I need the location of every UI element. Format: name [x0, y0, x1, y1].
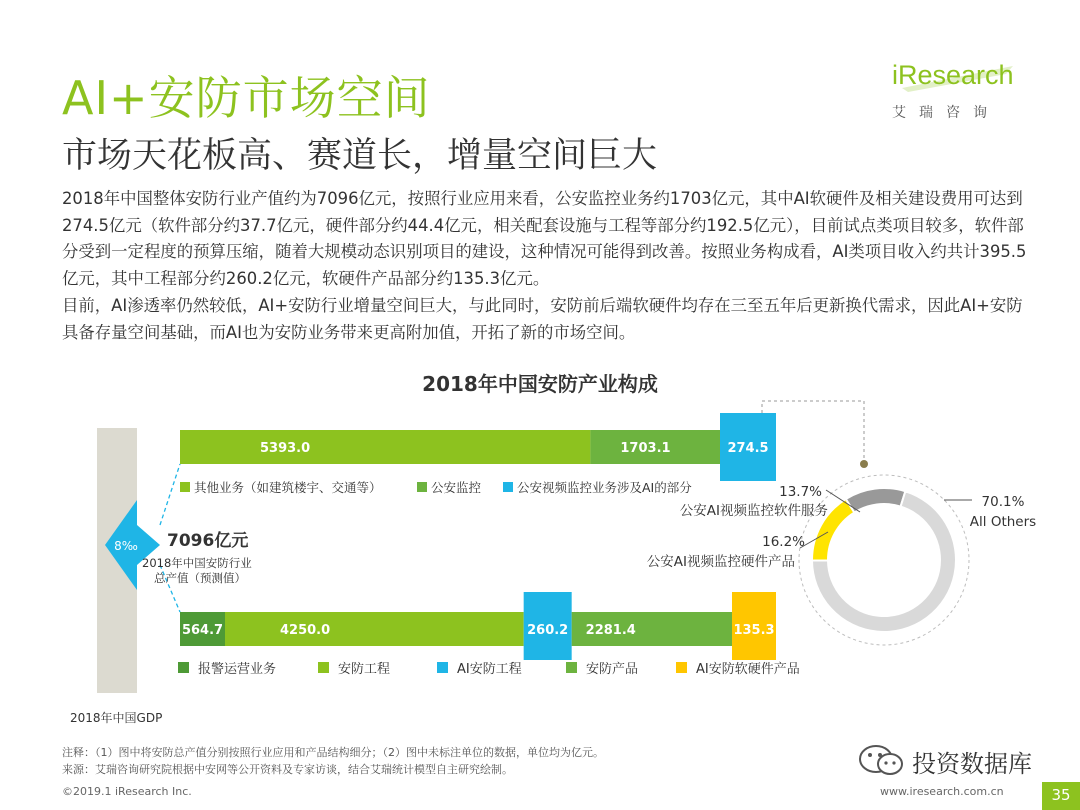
- legend-label-1: 安防工程: [338, 662, 391, 677]
- bar-segment-5393: [180, 430, 590, 464]
- wechat-icon: [856, 742, 906, 778]
- site-url[interactable]: www.iresearch.com.cn: [880, 785, 1004, 798]
- total-value: 7096亿元: [167, 531, 249, 551]
- data-label-274-5: 274.5: [727, 441, 769, 456]
- body-paragraph-1: 2018年中国整体安防行业产值约为7096亿元，按照行业应用来看，公安监控业务约1703亿元，其中AI软硬件及相关建设费用可达到274.5亿元（软件部分约37.7亿元，硬件部分约44.4亿元，相关配套设施与工程等部分约192.5亿元），目前试点类项目较多，软件部分受到一定程度的预算压缩，随着大规模动态识别项目的建设，这种情况可能得到改善。按照业务构成看，AI类项目收入约共计395.5亿元，其中工程部分约260.2亿元，软硬件产品部分约135.3亿元。: [62, 189, 1027, 289]
- connector-top: [160, 464, 180, 525]
- gdp-label: 2018年中国GDP: [70, 711, 163, 725]
- pie-label-others-pct: 70.1%: [981, 494, 1025, 510]
- data-label-2281-4: 2281.4: [585, 623, 636, 638]
- industry-legend: [180, 480, 692, 495]
- legend-swatch-3: [566, 662, 577, 673]
- data-label-1703-1: 1703.1: [620, 441, 671, 456]
- legend-swatch-0: [178, 662, 189, 673]
- note-line-1: 注释：（1）图中将安防总产值分别按照行业应用和产品结构细分；（2）图中未标注单位的数据，单位均为亿元。: [62, 746, 604, 759]
- business-bar: [180, 592, 776, 660]
- legend-label-1: 公安监控: [431, 480, 482, 495]
- note-line-2: 来源：艾瑞咨询研究院根据中安网等公开资料及专家访谈，结合艾瑞统计模型自主研究绘制。: [62, 763, 513, 776]
- wechat-name: 投资数据库: [912, 750, 1032, 778]
- legend-label-2: AI安防工程: [457, 662, 522, 677]
- gdp-share-label: 8‰: [114, 539, 138, 553]
- legend-label-3: 安防产品: [586, 662, 639, 677]
- copyright: ©2019.1 iResearch Inc.: [62, 785, 192, 798]
- body-paragraph-2: 目前，AI渗透率仍然较低，AI+安防行业增量空间巨大，与此同时，安防前后端软硬件均存在三至五年后更新换代需求，因此AI+安防具备存量空间基础，而AI也为安防业务带来更高附加值，开拓了新的市场空间。: [62, 295, 1023, 342]
- data-label-135-3: 135.3: [733, 623, 775, 638]
- footnotes: [62, 744, 604, 778]
- legend-swatch-1: [417, 482, 427, 492]
- legend-swatch-1: [318, 662, 329, 673]
- legend-label-0: 其他业务（如建筑楼宇、交通等）: [194, 480, 382, 495]
- total-label-line2: 总产值（预测值）: [154, 571, 246, 585]
- logo-cn: 艾瑞咨询: [892, 105, 1000, 121]
- page-number: 35: [1042, 782, 1080, 810]
- legend-swatch-2: [503, 482, 513, 492]
- connector-pie: [762, 401, 864, 462]
- pie-label-software-name: 公安AI视频监控软件服务: [679, 503, 828, 519]
- legend-label-0: 报警运营业务: [198, 662, 277, 677]
- bar-segment-4250: [225, 612, 524, 646]
- page-title: AI+安防市场空间: [62, 71, 431, 125]
- wechat-watermark: [856, 742, 1046, 778]
- legend-label-4: AI安防软硬件产品: [696, 662, 800, 677]
- data-label-5393: 5393.0: [260, 441, 311, 456]
- legend-label-2: 公安视频监控业务涉及AI的部分: [517, 480, 692, 495]
- connector-pie-dot: [860, 460, 868, 468]
- legend-swatch-4: [676, 662, 687, 673]
- pie-label-others-name: All Others: [969, 514, 1037, 530]
- page-subtitle: 市场天花板高、赛道长，增量空间巨大: [62, 136, 658, 176]
- pie-label-hardware-name: 公安AI视频监控硬件产品: [646, 554, 795, 570]
- industry-bar: [180, 413, 776, 481]
- legend-swatch-0: [180, 482, 190, 492]
- data-label-260-2: 260.2: [527, 623, 569, 638]
- pie-label-software-pct: 13.7%: [779, 484, 822, 500]
- data-label-564-7: 564.7: [181, 623, 224, 638]
- chart-title: 2018年中国安防产业构成: [422, 372, 658, 396]
- pie-label-hardware-pct: 16.2%: [762, 534, 805, 550]
- business-legend: [178, 661, 800, 677]
- data-label-4250: 4250.0: [280, 623, 331, 638]
- logo-word: iResearch: [892, 60, 1014, 90]
- total-label-line1: 2018年中国安防行业: [142, 556, 252, 570]
- legend-swatch-2: [437, 662, 448, 673]
